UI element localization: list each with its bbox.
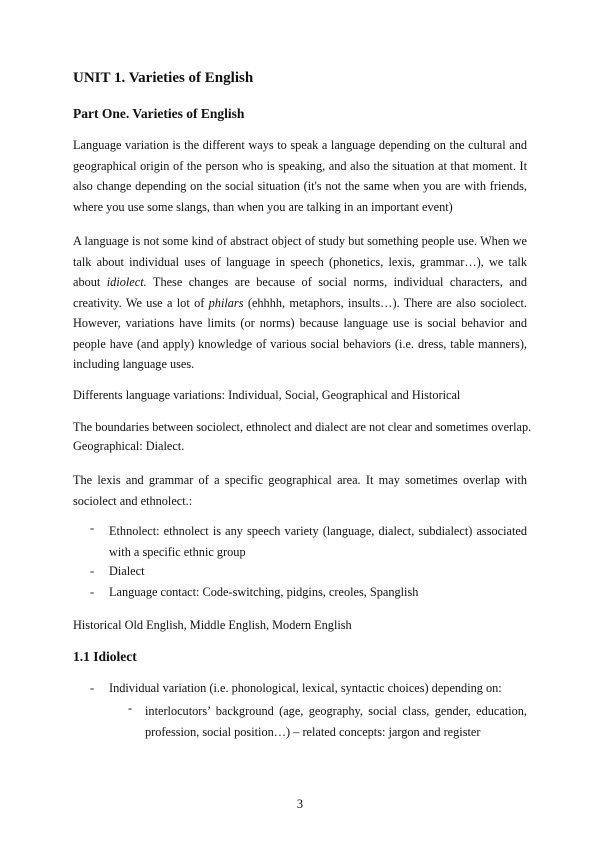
paragraph-text: (ehhhh, metaphors, insults…). There are also sociolect. However, variations have limits (or norms) because language use is social behavior and people have (and apply) knowledge of various social behaviors (i.e. dress, table manners), including language uses. — [73, 295, 528, 371]
term-idiolect: idiolect. — [106, 275, 147, 289]
bullet-marker: - — [90, 521, 95, 535]
paragraph-text: A language is not some kind of abstract object of study but something people use. When we talk about individual uses of language in speech (phonetics, lexis, grammar…), we talk about — [73, 234, 527, 289]
paragraph-language-variation: Language variation is the different ways to speak a language depending on the cultural and geographical origin of the person who is speaking, and also the situation at that moment. It also change depending on the social situation (it's not the same when you are with friends, where you use some slangs, than when you are talking in an important event) — [73, 138, 527, 214]
list-item-language-contact: Language contact: Code-switching, pidgins, creoles, Spanglish — [109, 585, 419, 599]
list-item-interlocutors-background: interlocutors’ background (age, geography, social class, gender, education, profession, social position…) – related concepts: jargon and register — [145, 704, 527, 739]
part-title: Part One. Varieties of English — [73, 106, 245, 121]
paragraph-boundaries: The boundaries between sociolect, ethnolect and dialect are not clear and sometimes overlap. — [73, 420, 532, 434]
sub-bullet-marker: - — [128, 701, 133, 715]
unit-title: UNIT 1. Varieties of English — [73, 70, 254, 86]
section-title-idiolect: 1.1 Idiolect — [73, 649, 137, 664]
page-number: 3 — [296, 797, 304, 811]
paragraph-historical: Historical Old English, Middle English, Modern English — [73, 618, 352, 632]
paragraph-language-use — [73, 231, 527, 375]
list-item-dialect: Dialect — [109, 564, 145, 578]
bullet-marker: - — [90, 585, 95, 599]
bullet-marker: - — [90, 681, 95, 695]
list-item-individual-variation: Individual variation (i.e. phonological, lexical, syntactic choices) depending on: — [109, 681, 502, 695]
term-philars: philars — [208, 295, 244, 310]
bullet-marker: - — [90, 564, 95, 578]
list-item-ethnolect: Ethnolect: ethnolect is any speech variety (language, dialect, subdialect) associated with a specific ethnic group — [109, 524, 527, 559]
paragraph-lexis-grammar: The lexis and grammar of a specific geographical area. It may sometimes overlap with sociolect and ethnolect.: — [73, 473, 527, 508]
paragraph-geographical: Geographical: Dialect. — [73, 439, 185, 453]
paragraph-variation-types: Differents language variations: Individual, Social, Geographical and Historical — [73, 388, 461, 402]
paragraph-text: These changes are because of social norms, individual characters, and creativity. We use a lot of — [73, 275, 527, 310]
